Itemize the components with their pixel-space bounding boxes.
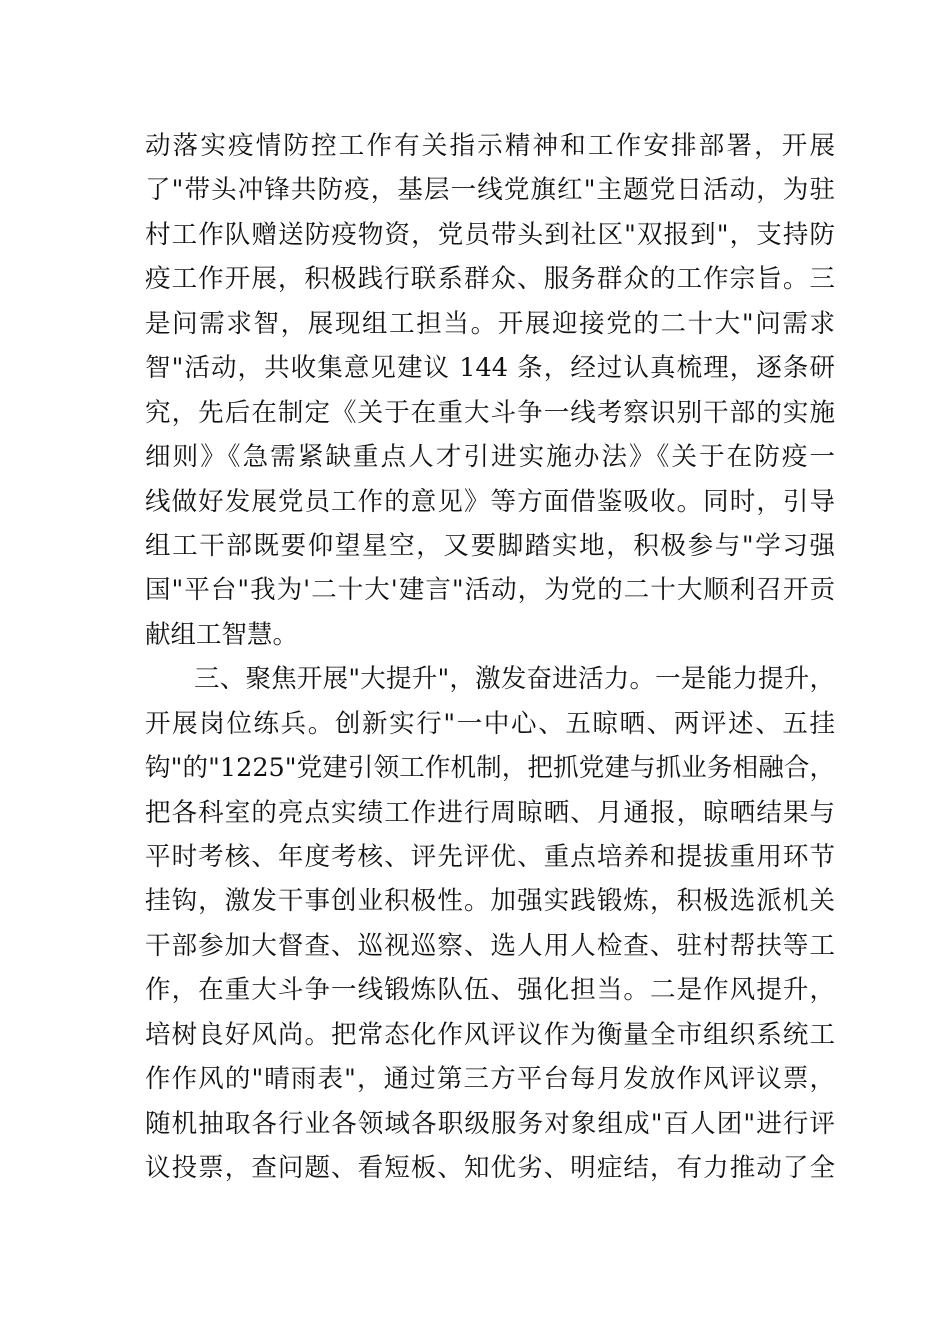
text-line: 挂钩，激发干事创业积极性。加强实践锻炼，积极选派机关: [145, 886, 835, 917]
text-line: 议投票，查问题、看短板、知优劣、明症结，有力推动了全: [145, 1153, 835, 1184]
text-line: 平时考核、年度考核、评先评优、重点培养和提拔重用环节: [145, 842, 835, 872]
text-line: 干部参加大督查、巡视巡察、选人用人检查、驻村帮扶等工: [145, 930, 835, 961]
text-line: 动落实疫情防控工作有关指示精神和工作安排部署，开展: [145, 131, 835, 161]
text-line: 疫工作开展，积极践行联系群众、服务群众的工作宗旨。三: [145, 264, 835, 295]
text-line: 细则》《急需紧缺重点人才引进实施办法》《关于在防疫一: [145, 442, 835, 473]
text-line: 村工作队赠送防疫物资，党员带头到社区"双报到"，支持防: [145, 219, 835, 250]
text-line: 把各科室的亮点实绩工作进行周晾晒、月通报，晾晒结果与: [145, 797, 835, 828]
paragraph-first-line: 三、聚焦开展"大提升"，激发奋进活力。一是能力提升，: [194, 664, 835, 695]
text-line: 究，先后在制定《关于在重大斗争一线考察识别干部的实施: [145, 397, 835, 428]
body-text: [145, 124, 835, 1191]
text-line: 国"平台"我为'二十大'建言"活动，为党的二十大顺利召开贡: [145, 575, 835, 606]
text-line: 了"带头冲锋共防疫，基层一线党旗红"主题党日活动，为驻: [145, 175, 835, 206]
text-line: 钩"的"1225"党建引领工作机制，把抓党建与抓业务相融合，: [145, 753, 835, 784]
text-line: 是问需求智，展现组工担当。开展迎接党的二十大"问需求: [145, 308, 835, 339]
text-line: 作，在重大斗争一线锻炼队伍、强化担当。二是作风提升，: [145, 975, 835, 1006]
text-line: 线做好发展党员工作的意见》等方面借鉴吸收。同时，引导: [145, 486, 835, 517]
text-line: 培树良好风尚。把常态化作风评议作为衡量全市组织系统工: [145, 1019, 835, 1050]
text-line: 组工干部既要仰望星空，又要脚踏实地，积极参与"学习强: [145, 530, 835, 561]
text-line: 智"活动，共收集意见建议 144 条，经过认真梳理，逐条研: [145, 353, 835, 384]
text-line: 随机抽取各行业各领域各职级服务对象组成"百人团"进行评: [145, 1108, 835, 1139]
text-line: 开展岗位练兵。创新实行"一中心、五晾晒、两评述、五挂: [145, 708, 835, 739]
paragraph-end-line: 献组工智慧。: [145, 619, 299, 650]
text-line: 作作风的"晴雨表"，通过第三方平台每月发放作风评议票，: [145, 1064, 835, 1095]
